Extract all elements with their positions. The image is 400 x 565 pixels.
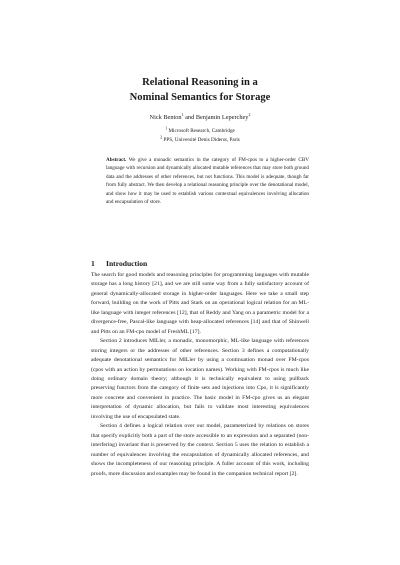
body-text [91,271,309,479]
section-number: 1 [91,259,95,268]
abstract [106,156,309,207]
affiliation-mark: 1 [165,125,168,131]
affiliation-text: PPS, Université Denis Diderot, Paris [163,136,240,143]
author-name: Nick Benton [149,114,182,121]
title-line-2: Nominal Semantics for Storage [129,92,271,103]
affiliation-text: Microsoft Research, Cambridge [168,128,235,134]
paragraph: The search for good models and reasoning principles for programming languages with mutable storage has a long history [21], and we are still some way from a fully satisfactory account of general dynamically-allocated storage in higher-order languages. Here we take a small step forward, building on the work of Pitts and Stark on an operational logical relation for an ML-like language with integer references [12], that of Reddy and Yang on a parametric model for a divergence-free, Pascal-like language with heap-allocated references [14] and that of Shinwell and Pitts on an FM-cpo model of FreshML [17]. [91,272,309,335]
affiliation-line [60,127,340,136]
affiliation-line [60,133,340,145]
title-line-1: Relational Reasoning in a [142,77,258,88]
paragraph: Section 4 defines a logical relation over our model, parameterized by relations on stores that specify explicitly both a part of the store accessible to an expression and a separated (non-interfering) invariant that is preserved by the context. Section 5 uses the relation to establish a number of equivalences involving the encapsulation of dynamically allocated references, and shows the incompleteness of our reasoning principle. A fuller account of this work, including proofs, more discussion and examples may be found in the companion technical report [2]. [91,423,309,477]
affiliation-mark: 2 [160,133,163,139]
section-title: Introduction [106,259,148,268]
author-name: Benjamin Leperchey [195,114,249,121]
affiliation-mark: 2 [248,111,251,117]
abstract-text: We give a monadic semantics in the category of FM-cpos to a higher-order CBV language with recursion and dynamically allocated mutable references that may store both ground data and the addresses of other references, but not functions. This model is adequate, though far from fully abstract. We then develop a relational reasoning principle over the denotational model, and show how it may be used to establish various contextual equivalences involving allocation and encapsulation of store. [106,157,309,206]
author-conjunction: and [183,114,196,121]
paper-title [60,75,340,105]
author-list [60,111,340,122]
affiliations [60,127,340,144]
paragraph: Section 2 introduces MILler, a monadic, monomorphic, ML-like language with references storing integers or the addresses of other references. Section 3 defines a computationally adequate denotational semantics for MILler by using a continuation monad over FM-cpos (cpos with an action by permutations on location names). Working with FM-cpos is much like doing ordinary domain theory; although it is technically equivalent to using pullback preserving functors from the category of finite sets and injections into Cpo, it is significantly more concrete and convenient in practice. The basic model in FM-cpo gives us an elegant interpretation of dynamic allocation, but fails to validate most interesting equivalences involving the use of encapsulated state. [91,338,309,420]
abstract-label: Abstract. [106,157,127,163]
section-heading [91,259,147,268]
affiliation-mark: 1 [181,111,184,117]
